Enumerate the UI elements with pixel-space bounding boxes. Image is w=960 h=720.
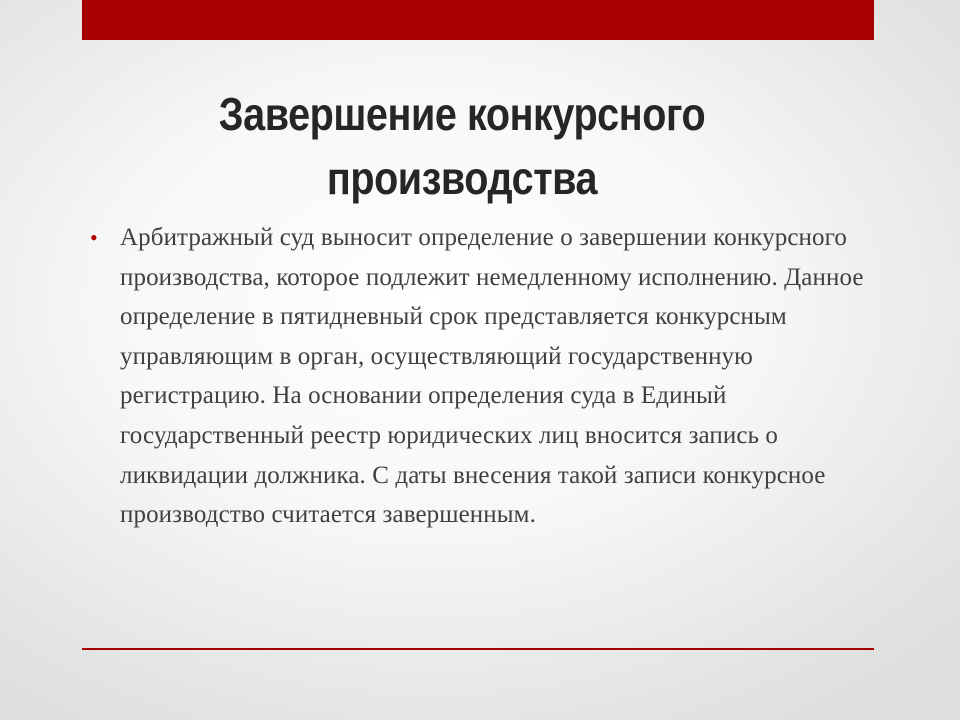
bullet-dot-icon: • [90, 225, 98, 250]
bullet-text: Арбитражный суд выносит определение о завершении конкурсного производства, которое подлежит немедленному исполнению. Данное определение в пятидневный срок представляется конкурсным управляющим в орган, осуществляющий государственную регистрацию. На основании определения суда в Единый государственный реестр юридических лиц вносится запись о ликвидации должника. С даты внесения такой записи конкурсное производство считается завершенным. [120, 224, 864, 529]
bottom-divider-line [82, 648, 874, 650]
top-accent-bar [82, 0, 874, 40]
bullet-item [90, 218, 870, 535]
slide-title: Завершение конкурсного производства [218, 88, 706, 204]
bullet-list [90, 218, 870, 535]
